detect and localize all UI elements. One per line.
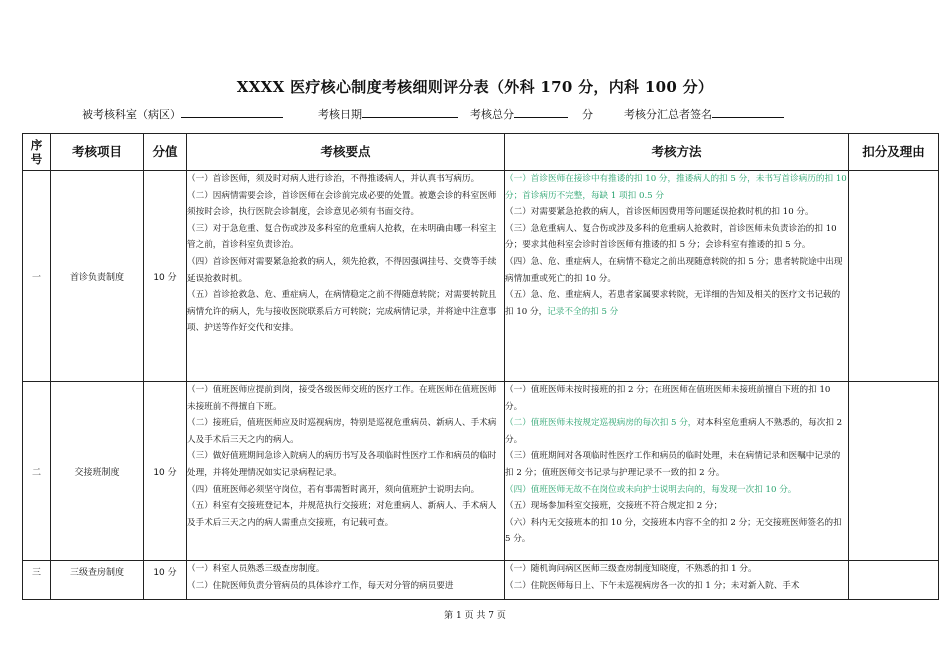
dept-field (181, 106, 283, 118)
header-points: 考核要点 (187, 134, 505, 171)
point-text: （二）因病情需要会诊，首诊医师在会诊前完成必要的处置。被邀会诊的科室医师须按时会诊，执行医院会诊制度，会诊意见必须有书面交待。 (187, 190, 497, 218)
page-footer: 第 1 页 共 7 页 (444, 611, 506, 621)
total-field (514, 106, 568, 118)
total-label: 考核总分 (470, 108, 514, 121)
method-text-main: （五）急、危、重症病人，若患者家属要求转院，无详细的告知及相关的医疗文书记载的扣 10 分， (505, 290, 841, 317)
method-text: （一）首诊医师在接诊中有推诿的扣 10 分，推诿病人的扣 5 分，未书写首诊病历的扣 10 分；首诊病历不完整，每缺 1 项扣 0.5 分 (505, 174, 847, 201)
row-deduction (849, 171, 939, 382)
point-text: （三）对于急危重、复合伤或涉及多科室的危重病人抢救，在未明确由哪一科室主管之前，首诊科室负责诊治。 (187, 223, 497, 251)
row-deduction (849, 382, 939, 561)
row-score: 10 分 (144, 561, 187, 600)
method-text-main: （二）值班医师未按规定巡视病房的每次扣 5 分， (505, 418, 697, 429)
total-unit: 分 (582, 108, 593, 121)
point-text: （一）科室人员熟悉三级查房制度。 (187, 564, 325, 574)
meta-dept (82, 106, 283, 122)
row-score: 10 分 (144, 171, 187, 382)
point-text: （五）科室有交接班登记本，并规范执行交接班；对危重病人、新病人、手术病人及手术后三天之内的病人需重点交接班，有记载可查。 (187, 501, 497, 528)
table-row (23, 171, 939, 382)
header-score: 分值 (144, 134, 187, 171)
page-title: XXXX 医疗核心制度考核细则评分表（外科 170 分，内科 100 分） (236, 78, 714, 96)
row-item: 交接班制度 (51, 382, 144, 561)
meta-date (318, 106, 458, 122)
row-points (187, 561, 505, 600)
point-text: （三）做好值班期间急诊入院病人的病历书写及各项临时性医疗工作和病员的临时处理，并将处理情况如实记录病程记录。 (187, 451, 497, 478)
row-deduction (849, 561, 939, 600)
row-index: 一 (23, 171, 51, 382)
method-text: （一）值班医师未按时接班的扣 2 分；在班医师在值班医师未接班前擅自下班的扣 10 分。 (505, 385, 831, 412)
row-methods (505, 171, 849, 382)
point-text: （二）接班后，值班医师应及时巡视病房，特别是巡视危重病员、新病人、手术病人及手术后三天之内的病人。 (187, 418, 497, 445)
method-text-note: 对本科室危重病人不熟悉的，每次扣 2 分。 (505, 418, 843, 445)
method-text: （二）对需要紧急抢救的病人，首诊医师因费用等问题延误抢救时机的扣 10 分。 (505, 207, 814, 218)
point-text: （四）值班医师必须坚守岗位，若有事需暂时离开，须向值班护士说明去向。 (187, 484, 480, 495)
method-text: （四）急、危、重症病人，在病情不稳定之前出现随意转院的扣 5 分；患者转院途中出现病情加重或死亡的扣 10 分。 (505, 256, 843, 284)
dept-label: 被考核科室（病区） (82, 108, 181, 121)
date-field (362, 106, 458, 118)
point-text: （五）首诊抢救急、危、重症病人，在病情稳定之前不得随意转院；对需要转院且病情允许的病人，先与接收医院联系后方可转院；完成病情记录，并将途中注意事项、护送等作好交代和安排。 (187, 290, 497, 334)
method-text: （二）住院医师每日上、下午未巡视病房各一次的扣 1 分；未对新入院、手术 (505, 580, 800, 591)
row-item: 首诊负责制度 (51, 171, 144, 382)
row-points (187, 382, 505, 561)
row-methods (505, 561, 849, 600)
scoring-table (22, 133, 939, 600)
header-deduction: 扣分及理由 (849, 134, 939, 171)
method-text (505, 287, 848, 320)
meta-total (470, 106, 593, 122)
method-text: （五）现场参加科室交接班，交接班不符合规定扣 2 分； (505, 501, 723, 512)
table-row (23, 382, 939, 561)
method-text: （三）值班期间对各项临时性医疗工作和病员的临时处理，未在病情记录和医嘱中记录的扣 2 分；值班医师交书记录与护理记录不一致的扣 2 分。 (505, 451, 841, 478)
header-index: 序号 (23, 134, 51, 171)
row-points (187, 171, 505, 382)
row-index: 二 (23, 382, 51, 561)
method-text-note: 记录不全的扣 5 分 (547, 306, 619, 317)
method-text: （四）值班医师无故不在岗位或未向护士说明去向的，每发现一次扣 10 分。 (505, 484, 797, 495)
date-label: 考核日期 (318, 108, 362, 121)
table-row (23, 561, 939, 600)
point-text: （四）首诊医师对需要紧急抢救的病人，须先抢救，不得因强调挂号、交费等手续延误抢救时机。 (187, 256, 497, 284)
row-item: 三级查房制度 (51, 561, 144, 600)
point-text: （一）值班医师应提前到岗，接受各级医师交班的医疗工作。在班医师在值班医师未接班前不得擅自下班。 (187, 385, 497, 412)
point-text: （二）住院医师负责分管病员的具体诊疗工作，每天对分管的病员要进 (187, 580, 454, 591)
signer-label: 考核分汇总者签名 (624, 108, 712, 121)
method-text (505, 415, 848, 448)
header-methods: 考核方法 (505, 134, 849, 171)
row-score: 10 分 (144, 382, 187, 561)
method-text: （六）科内无交接班本的扣 10 分，交接班本内容不全的扣 2 分；无交接班医师签名的扣 5 分。 (505, 517, 842, 545)
meta-signer (624, 106, 784, 122)
row-index: 三 (23, 561, 51, 600)
signer-field (712, 106, 784, 118)
row-methods (505, 382, 849, 561)
header-row (23, 134, 939, 171)
method-text: （三）急危重病人、复合伤或涉及多科的危重病人抢救时，首诊医师未负责诊治的扣 10 分；要求其他科室会诊时首诊医师有推诿的扣 5 分；会诊科室有推诿的扣 5 分。 (505, 223, 837, 251)
header-item: 考核项目 (51, 134, 144, 171)
method-text: （一）随机询问病区医师三级查房制度知晓度，不熟悉的扣 1 分。 (505, 564, 757, 574)
point-text: （一）首诊医师，须及时对病人进行诊治，不得推诿病人，并认真书写病历。 (187, 174, 480, 184)
